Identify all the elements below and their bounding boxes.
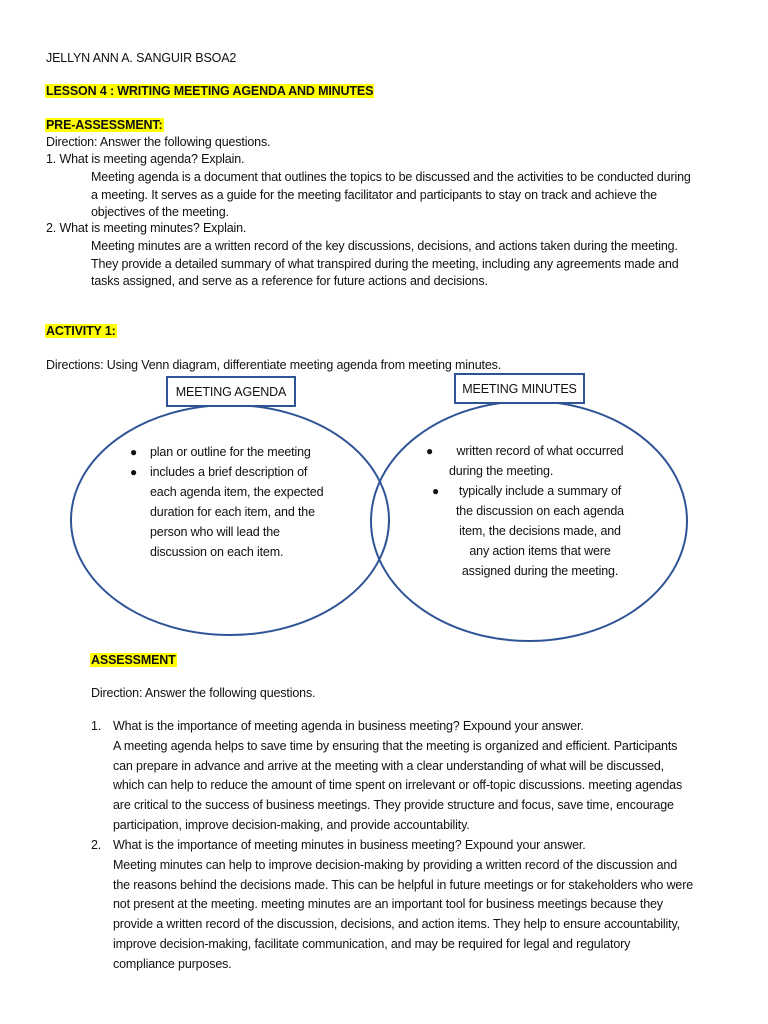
venn-right-title: MEETING MINUTES bbox=[462, 381, 577, 396]
venn-left-title-box bbox=[166, 376, 296, 407]
pre-assessment-question-1: 1. What is meeting agenda? Explain. bbox=[46, 152, 245, 166]
venn-right-list bbox=[426, 441, 640, 581]
answer-line: A meeting agenda helps to save time by ensuring that the meeting is organized and efficient. Participants bbox=[113, 738, 678, 753]
answer-line: improve decision-making, facilitate communication, and may be required for legal and regulatory bbox=[113, 936, 631, 951]
assessment-item-2 bbox=[91, 836, 693, 975]
assessment-answer-1 bbox=[91, 737, 682, 836]
venn-line: each agenda item, the expected bbox=[150, 485, 324, 499]
venn-right-item bbox=[432, 481, 640, 581]
answer-line: objectives of the meeting. bbox=[91, 205, 229, 220]
answer-line: They provide a detailed summary of what transpired during the meeting, including any agreements made and bbox=[91, 256, 679, 271]
assessment-question-1 bbox=[91, 717, 682, 737]
answer-line: can prepare in advance and arrive at the meeting with a clear understanding of what will be discussed, bbox=[113, 758, 665, 773]
answer-line: compliance purposes. bbox=[113, 956, 232, 971]
venn-line: item, the decisions made, and bbox=[459, 524, 621, 538]
pre-assessment-heading-highlight: PRE-ASSESSMENT: bbox=[46, 118, 163, 132]
assessment-heading-highlight: ASSESSMENT bbox=[91, 653, 176, 667]
answer-line: a meeting. It serves as a guide for the meeting facilitator and participants to stay on track and achieve the bbox=[91, 187, 657, 202]
venn-line: typically include a summary of bbox=[458, 484, 622, 498]
venn-line: assigned during the meeting. bbox=[461, 564, 619, 578]
lesson-title-highlight: LESSON 4 : WRITING MEETING AGENDA AND MINUTES bbox=[46, 84, 374, 98]
answer-line: not present at the meeting. meeting minutes are an important tool for business meetings because they bbox=[113, 897, 663, 912]
assessment-direction: Direction: Answer the following questions. bbox=[91, 686, 316, 700]
venn-line: the discussion on each agenda bbox=[455, 504, 624, 518]
pre-assessment-direction: Direction: Answer the following questions. bbox=[46, 135, 271, 149]
assessment-question-2 bbox=[91, 836, 693, 856]
venn-right-item bbox=[426, 441, 640, 481]
venn-line: duration for each item, and the bbox=[150, 505, 315, 519]
answer-line: the reasons behind the decisions made. This can be helpful in future meetings or for stakeholders who were bbox=[113, 877, 694, 892]
answer-line: are critical to the success of business meetings. They provide structure and focus, save time, encourage bbox=[113, 798, 674, 813]
assessment-item-1 bbox=[91, 717, 682, 836]
answer-line: Meeting minutes are a written record of the key discussions, decisions, and actions taken during the meeting. bbox=[91, 239, 678, 253]
bullet-icon: ● bbox=[130, 445, 138, 459]
activity-heading-highlight: ACTIVITY 1: bbox=[46, 324, 116, 338]
question-text: What is the importance of meeting agenda in business meeting? Expound your answer. bbox=[113, 719, 584, 733]
venn-left-item bbox=[130, 442, 323, 462]
question-text: What is the importance of meeting minutes in business meeting? Expound your answer. bbox=[113, 838, 586, 852]
venn-line: written record of what occurred bbox=[456, 444, 624, 458]
pre-assessment-question-2: 2. What is meeting minutes? Explain. bbox=[46, 221, 247, 235]
answer-line: participation, improve decision-making, and provide accountability. bbox=[113, 817, 470, 832]
author-line: JELLYN ANN A. SANGUIR BSOA2 bbox=[46, 51, 237, 65]
answer-line: Meeting minutes can help to improve decision-making by providing a written record of the discussion and bbox=[113, 857, 678, 872]
venn-line: discussion on each item. bbox=[150, 545, 284, 559]
venn-line: any action items that were bbox=[469, 544, 611, 558]
assessment-number: 2. bbox=[91, 838, 102, 852]
venn-line: plan or outline for the meeting bbox=[150, 445, 311, 459]
answer-line: tasks assigned, and serve as a reference for future actions and decisions. bbox=[91, 274, 488, 289]
bullet-icon: ● bbox=[426, 444, 434, 458]
venn-left-title: MEETING AGENDA bbox=[175, 384, 287, 399]
venn-left-list bbox=[130, 442, 324, 562]
answer-line: provide a written record of the discussion, decisions, and action items. They help to ensure accountability, bbox=[113, 917, 680, 932]
assessment-answer-2 bbox=[91, 856, 693, 975]
venn-right-title-box bbox=[454, 373, 585, 404]
venn-left-item bbox=[130, 462, 324, 562]
answer-line: which can help to reduce the amount of time spent on irrelevant or off-topic discussions. meeting agendas bbox=[113, 778, 683, 793]
answer-line: Meeting agenda is a document that outlines the topics to be discussed and the activities to be conducted during bbox=[91, 170, 691, 184]
assessment-heading bbox=[90, 652, 177, 669]
bullet-icon: ● bbox=[130, 465, 138, 479]
venn-line: includes a brief description of bbox=[150, 465, 308, 479]
venn-line: during the meeting. bbox=[449, 464, 554, 478]
bullet-icon: ● bbox=[432, 484, 440, 498]
activity-directions: Directions: Using Venn diagram, differentiate meeting agenda from meeting minutes. bbox=[46, 358, 502, 372]
assessment-number: 1. bbox=[91, 719, 102, 733]
venn-line: person who will lead the bbox=[150, 525, 280, 539]
